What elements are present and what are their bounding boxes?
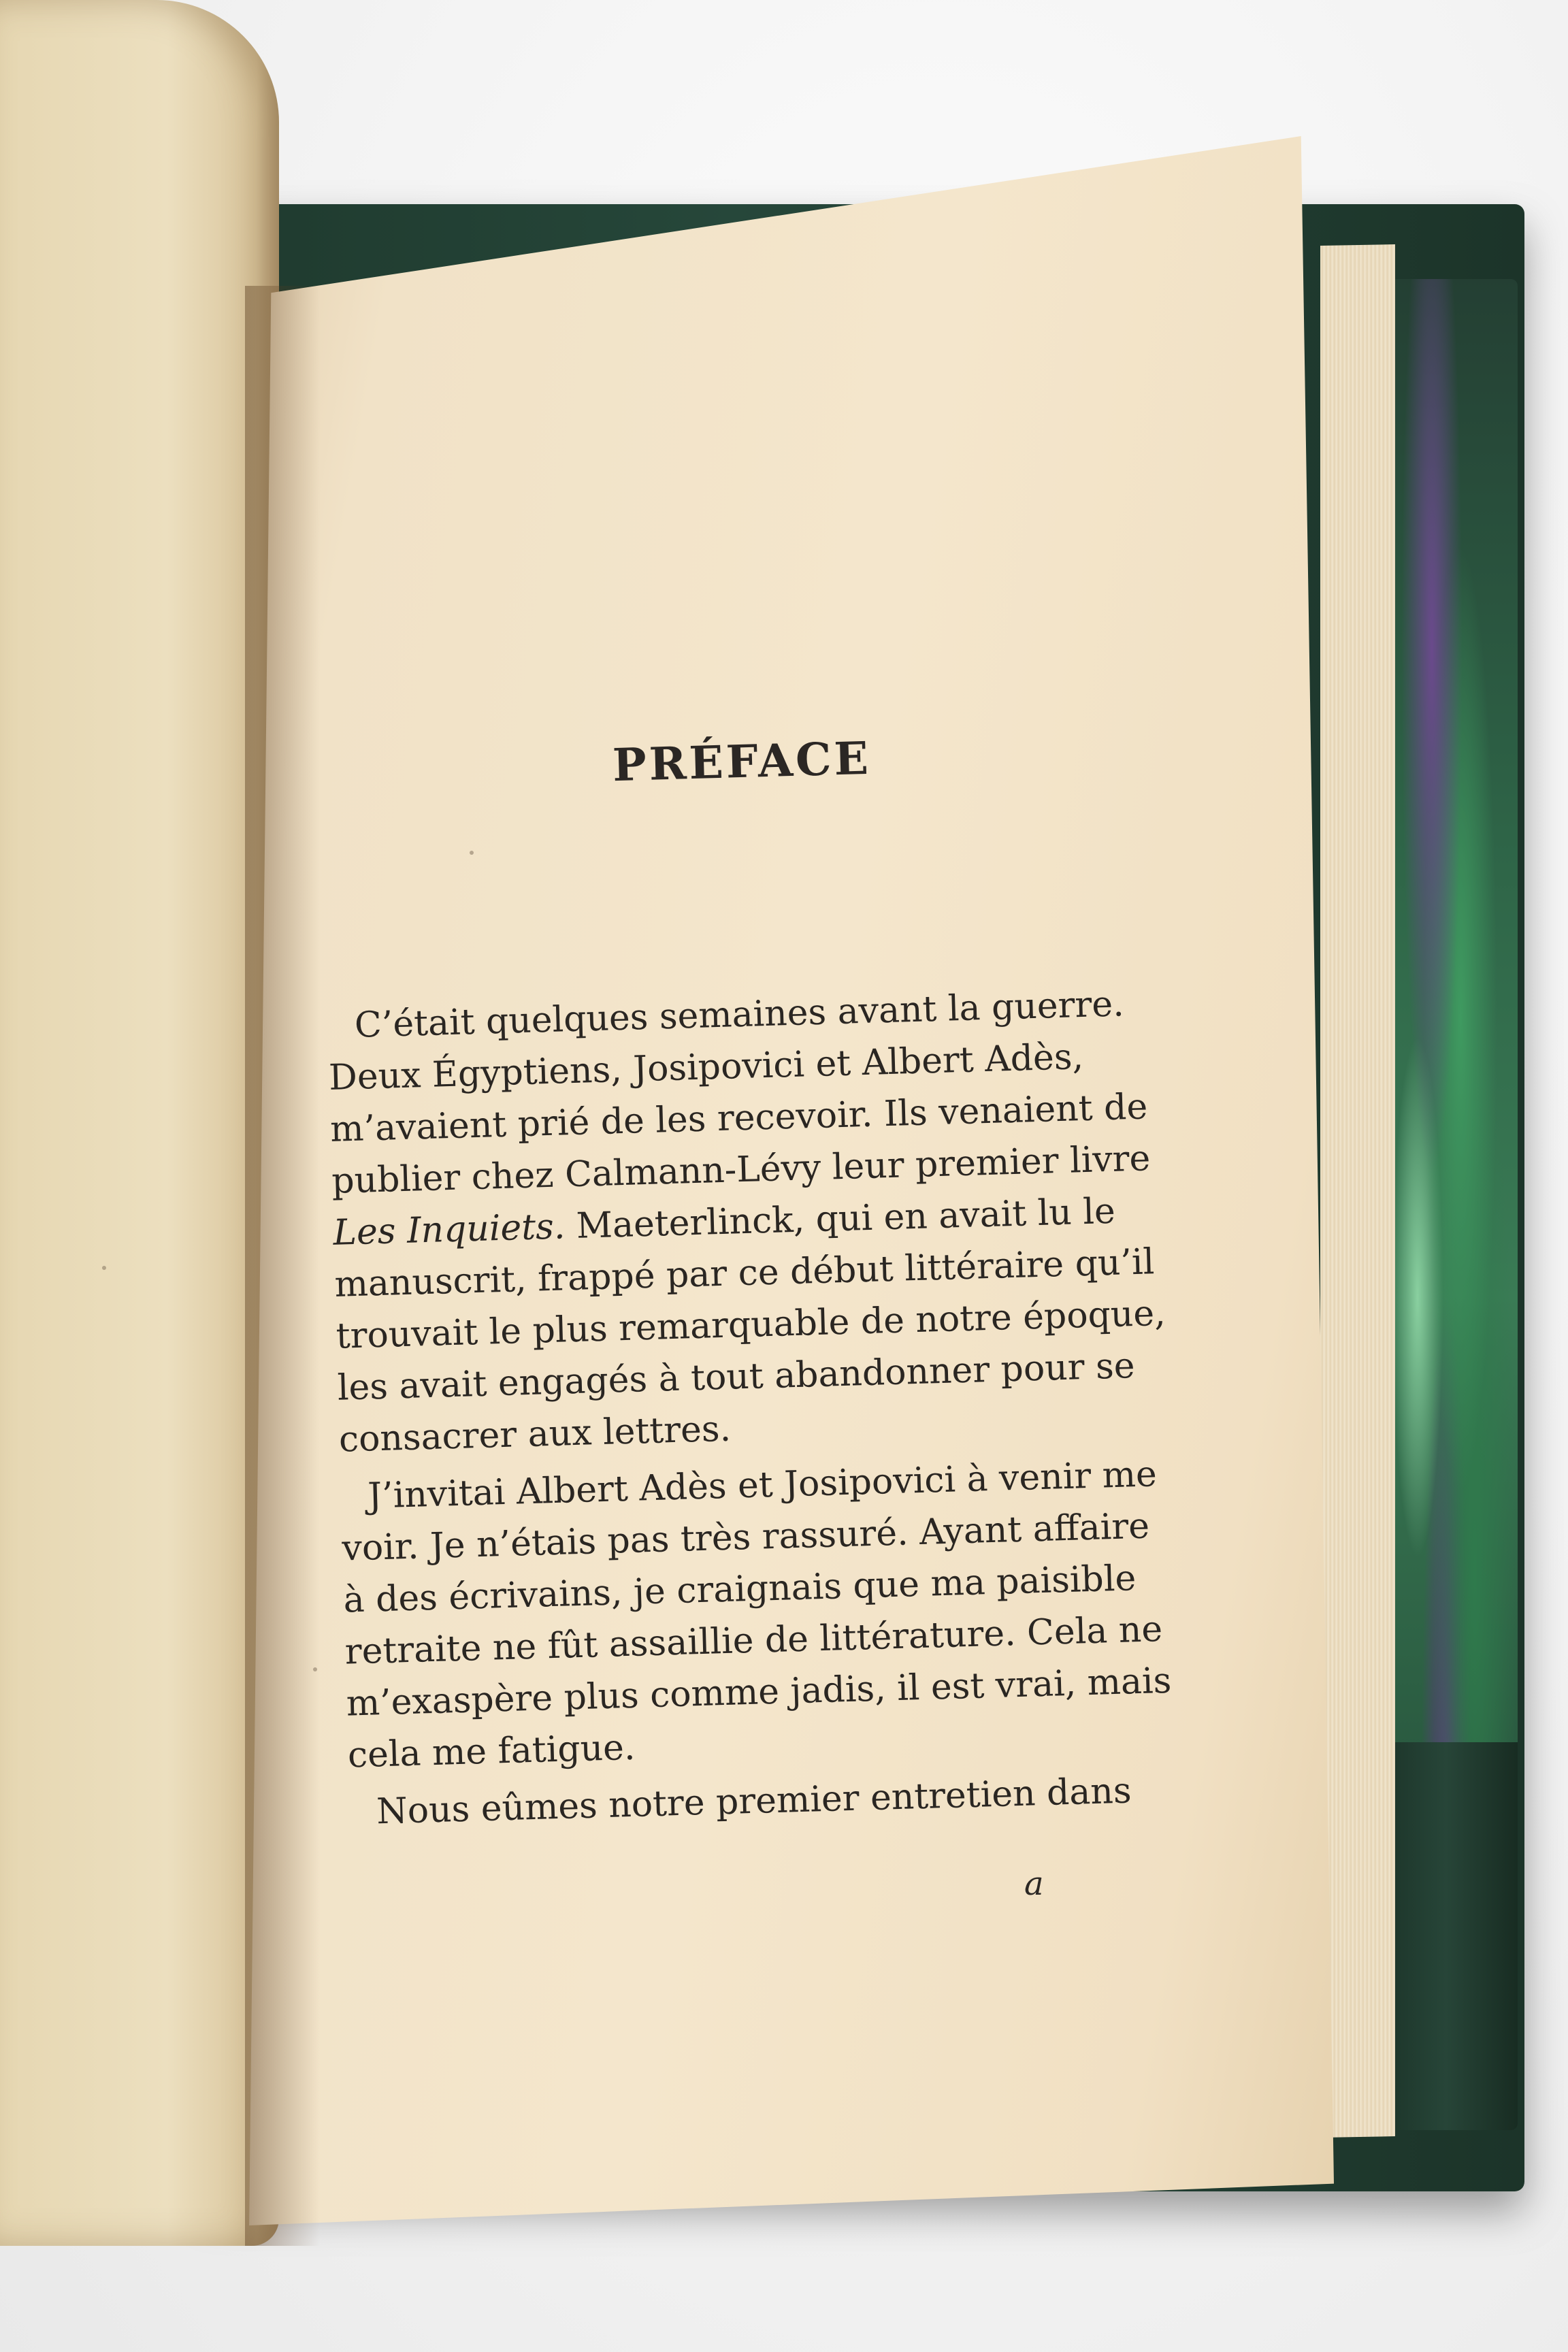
text-line-content: consacrer aux lettres.: [338, 1408, 732, 1460]
text-line-content: à des écrivains, je craignais que ma paisible: [342, 1558, 1137, 1621]
paper-speck: [470, 851, 474, 855]
text-line-content: voir. Je n’étais pas très rassuré. Ayant affaire: [341, 1505, 1150, 1569]
page-folio: a: [1024, 1865, 1044, 1903]
text-line-content: C’était quelques semaines avant la guerre.: [354, 983, 1125, 1046]
text-line-content: manuscrit, frappé par ce début littéraire qu’il: [333, 1241, 1155, 1305]
text-line-content: cela me fatigue.: [347, 1727, 636, 1776]
text-line-content: publier chez Calmann-Lévy leur premier livre: [331, 1138, 1152, 1202]
text-line-content: retraite ne fût assaillie de littérature. Cela ne: [344, 1609, 1163, 1673]
page-block-edges: [1320, 244, 1395, 2138]
text-line-content: m’avaient prié de les recevoir. Ils venaient de: [329, 1086, 1148, 1150]
paper-speck: [102, 1266, 106, 1270]
text-line-content: Deux Égyptiens, Josipovici et Albert Adès,: [328, 1036, 1084, 1098]
text-line-content: Nous eûmes notre premier entretien dans: [376, 1770, 1132, 1833]
page-title: PRÉFACE: [611, 731, 872, 792]
text-line-content: trouvait le plus remarquable de notre époque,: [335, 1292, 1166, 1357]
page-body: [327, 977, 1207, 1839]
leather-corner-bottom: [1375, 1742, 1518, 2130]
text-line-content: les avait engagés à tout abandonner pour se: [337, 1345, 1136, 1409]
text-line-content: Maeterlinck, qui en avait lu le: [564, 1190, 1116, 1247]
gutter-shadow: [245, 286, 320, 2246]
text-line-content: J’invitai Albert Adès et Josipovici à venir me: [367, 1454, 1158, 1517]
left-page: [0, 0, 279, 2246]
book-title-italic: Les Inquiets.: [332, 1206, 566, 1254]
paper-speck: [313, 1667, 317, 1671]
text-line-content: m’exaspère plus comme jadis, il est vrai, mais: [346, 1660, 1173, 1725]
